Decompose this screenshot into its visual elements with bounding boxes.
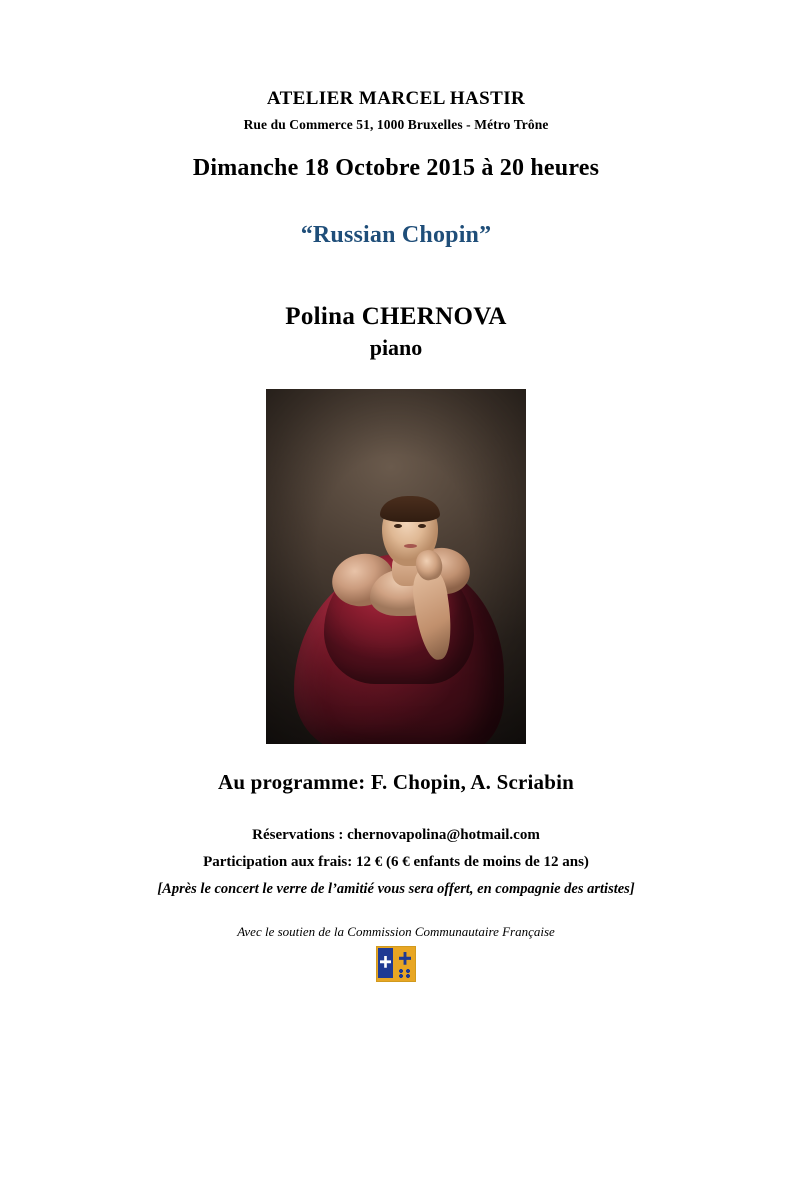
artist-photo-container [72, 389, 720, 744]
artist-photo [266, 389, 526, 744]
logo-container [72, 946, 720, 982]
venue-name: ATELIER MARCEL HASTIR [266, 88, 526, 109]
artist-name: Polina CHERNOVA [285, 302, 507, 330]
logo-blue-cross-icon [399, 952, 411, 965]
photo-vignette [266, 389, 526, 744]
program-repertoire: Au programme: F. Chopin, A. Scriabin [217, 769, 575, 794]
commission-communautaire-francaise-logo-icon [376, 946, 416, 982]
program-title: “Russian Chopin” [300, 221, 492, 248]
fees-info: Participation aux frais: 12 € (6 € enfants de moins de 12 ans) [203, 853, 589, 870]
event-date: Dimanche 18 Octobre 2015 à 20 heures [192, 154, 600, 181]
venue-address: Rue du Commerce 51, 1000 Bruxelles - Métro Trône [243, 116, 549, 132]
after-concert-note: [Après le concert le verre de l’amitié vous sera offert, en compagnie des artistes] [157, 880, 635, 897]
support-credit: Avec le soutien de la Commission Communautaire Française [237, 923, 555, 939]
artist-instrument: piano [369, 334, 423, 360]
logo-dots [398, 968, 412, 978]
reservation-info: Réservations : chernovapolina@hotmail.com [252, 826, 540, 843]
flyer-page [0, 88, 792, 1182]
